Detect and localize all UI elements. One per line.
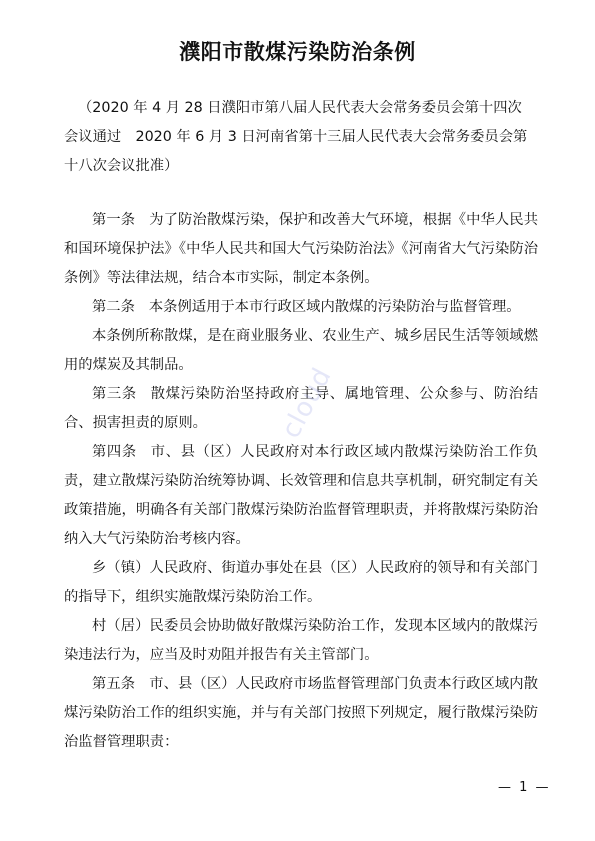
paragraph-article-1 (64, 206, 538, 293)
watermark: cloud (276, 362, 338, 444)
article-number: 第三条 (92, 386, 137, 402)
document-body (64, 206, 538, 757)
paragraph-article-2 (64, 293, 538, 322)
page-number: — 1 — (498, 780, 551, 795)
paragraph-article-5 (64, 670, 538, 757)
paragraph-article-3 (64, 380, 538, 438)
article-number: 第一条 (92, 212, 136, 228)
paragraph-text: 为了防治散煤污染，保护和改善大气环境，根据《中华人民共和国环境保护法》《中华人民共和国大气污染防治法》《河南省大气污染防治条例》等法律法规，结合本市实际，制定本条例。 (64, 212, 539, 286)
paragraph-text: 市、县（区）人民政府市场监督管理部门负责本行政区域内散煤污染防治工作的组织实施，并与有关部门按照下列规定，履行散煤污染防治监督管理职责： (64, 676, 539, 750)
adoption-note: （2020 年 4 月 28 日濮阳市第八届人民代表大会常务委员会第十四次会议通过 2020 年 6 月 3 日河南省第十三届人民代表大会常务委员会第十八次会议批准） (64, 100, 528, 174)
paragraph-article-4 (64, 438, 538, 554)
paragraph-text: 乡（镇）人民政府、街道办事处在县（区）人民政府的领导和有关部门的指导下，组织实施散煤污染防治工作。 (64, 560, 538, 605)
article-number: 第五条 (92, 676, 136, 692)
article-number: 第四条 (92, 444, 137, 460)
document-title: 濮阳市散煤污染防治条例 (179, 40, 416, 64)
paragraph-text: 本条例适用于本市行政区域内散煤的污染防治与监督管理。 (148, 299, 521, 315)
paragraph-article-4-village (64, 612, 538, 670)
paragraph-text: 市、县（区）人民政府对本行政区域内散煤污染防治工作负责，建立散煤污染防治统筹协调、长效管理和信息共享机制，研究制定有关政策措施，明确各有关部门散煤污染防治监督管理职责，并将散煤污染防治纳入大气污染防治考核内容。 (64, 444, 539, 547)
paragraph-article-2-definition (64, 322, 538, 380)
paragraph-text: 本条例所称散煤，是在商业服务业、农业生产、城乡居民生活等领域燃用的煤炭及其制品。 (64, 328, 538, 373)
article-number: 第二条 (92, 299, 135, 315)
paragraph-article-4-township (64, 554, 538, 612)
paragraph-text: 村（居）民委员会协助做好散煤污染防治工作，发现本区域内的散煤污染违法行为，应当及时劝阻并报告有关主管部门。 (64, 618, 538, 663)
paragraph-text: 散煤污染防治坚持政府主导、属地管理、公众参与、防治结合、损害担责的原则。 (64, 386, 539, 431)
